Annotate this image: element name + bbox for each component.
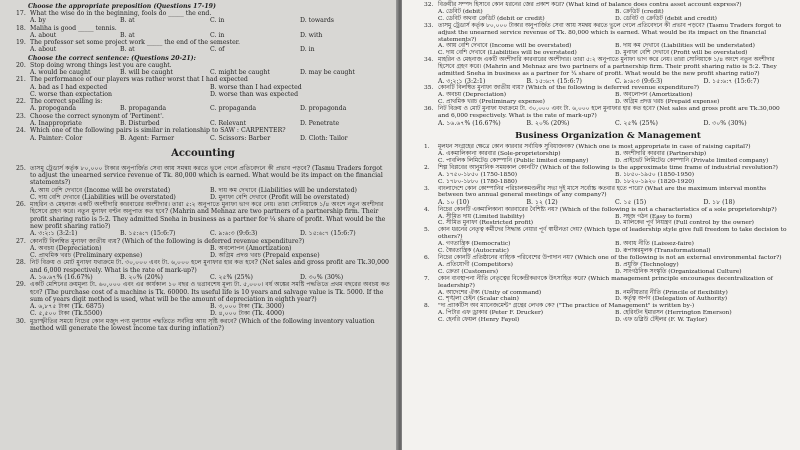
options-b4: A. সীমিত দায় (Limited liability) B. সহজ গঠন (Easy to form) C. সীমিত মুনাফা (Restricted profit) D. মালিকের পূর্ণ নিয়ন্ত্রণ (Full control by the owner) — [438, 213, 754, 227]
options-22: A. propoganda B. propaganda C. propaganda D. propagonda — [30, 105, 347, 113]
question-28: 28. নিট বিক্রয় ও মোট মুনাফা যথাক্রমে টা. ৩০,০০০ এবং টা. ৬,০০০ হলে মুনাফার হার কত হবে? (Net sales and gross profit are Tk.30,000 and 6,000 respectively. What is the rate of mark-up?) — [16, 259, 389, 274]
options-19: A. about B. at C. of D. in — [30, 46, 315, 54]
question-35: 35. কোনটি বিলম্বিত মুনাফা জাতীয় ব্যয়? (Which of the following is deferred revenue expenditure?) — [424, 85, 700, 92]
question-b7: 7. কোন ব্যবস্থাপনা নীতি নেতৃত্বের বিকেন্দ্রীকরণকে উৎসাহিত করে? (Which management principle encourages decentralization of leadership?) — [424, 275, 773, 289]
question-b4: 4. নিচের কোনটি একমালিকানা কারবারের বৈশিষ্ট্য নয়? (Which of the following is not a characteristics of a sole proprietorship?) — [424, 206, 777, 213]
options-21: A. bad as I had expected B. worse than I had expected C. worse than expectation D. worse than was expected — [30, 83, 302, 98]
question-19: 19. The professor set some project work _____ the end of the semester. — [16, 39, 240, 47]
question-36: 36. নিট বিক্রয় ও মোট মুনাফা যথাক্রমে টা. ৩০,০০০ এবং টা. ৬,০০০ হলে মুনাফার হার কত হবে? (Net sales and gross profit are Tk.30,000 and 6,000 respectively. What is the rate of mark-up?) — [424, 105, 780, 119]
options-33: A. আয় বেশি দেখাবে (Income will be overstated) B. দায় কম দেখাবে (Liabilities will be understated) C. দায় বেশি দেখাবে (Liabilities will be overstated) D. মুনাফা বেশি দেখাবে (Profit will be overstated) — [438, 43, 755, 57]
options-b6: A. প্রতিযোগী (Competitors) B. প্রযুক্তি (Technology) C. ক্রেতা (Customers) D. সাংগঠনিক সংস্কৃতি (Organizational Culture) — [438, 261, 742, 275]
question-25: 25. তাসমু ট্রেডার্স কর্তৃক ৮০,০০০ টাকার অনুপার্জিত সেবা আয় সমন্বয় করতে ভুলে গেলে প্রতিবেদনে কী প্রভাব পড়বে? (Tasmu Traders forgot to adjust the unearned service revenue of Tk. 80,000 which is earned. What would be its impact on the financial statements?) — [16, 164, 383, 187]
question-22: 22. The correct spelling is: — [16, 98, 103, 106]
question-b2: 2. শিল্প বিপ্লবের আনুমানিক সময়কাল কোনটি? (Which of the following is the approximate time frame of industrial revolution?) — [424, 164, 778, 171]
question-30: 30. মুদ্রাস্ফীতির সময়ে নিচের কোন মজুদ পণ্য মূল্যায়ন পদ্ধতিতে সর্বনিম্ন আয় সৃষ্টি করবে? (Which of the following inventory valuation method will generate the lowest income tax during inflation?) — [16, 317, 375, 332]
options-26: A. ৩:২:১ (3:2:1) B. ১৫:৬:৭ (15:6:7) C. ৯:৬:৩ (9:6:3) D. ১৫:৬:৭ (15:6:7) — [30, 230, 356, 238]
question-23: 23. Choose the correct synonym of 'Pertinent'. — [16, 112, 164, 120]
question-b3: 3. বাংলাদেশে কোন কোম্পানির পরিচালকমণ্ডলীর সভা দুই মাসে সর্বোচ্চ কতবার হতে পারে? (What are the maximum interval months between two annual general meetings of any company?) — [424, 185, 767, 199]
options-29: A. ৬,৮৭৫ টাকা (Tk. 6875) B. ৩,০০০ টাকা (Tk. 3000) C. ৫,৫০০ টাকা (Tk.5500) D. ৪,০০০ টাকা (Tk. 4000) — [30, 303, 285, 318]
question-17: 17. What the wise do in the beginning, fools do _____ the end. — [16, 10, 212, 17]
question-27: 27. কোনটি বিলম্বিত মুনাফা জাতীয় ব্যয়? (Which of the following is deferred revenue expenditure?) — [16, 237, 305, 245]
options-17: A. by B. at C. in D. towards — [30, 17, 334, 25]
options-27: A. অবচয় (Depreciation) B. অবলোপন (Amortization) C. প্রাথমিক খরচ (Preliminary expense) D. অগ্রিম প্রদত্ত খরচ (Prepaid expense) — [30, 244, 320, 260]
options-b1: A. একমালিকানা কারবার (Sole-proprietorship) B. অংশীদারি কারবার (Partnership) C. পাবলিক লিমিটেড কোম্পানি (Public limited company) D. প্রাইভেট লিমিটেড কোম্পানি (Private limited company) — [438, 151, 769, 164]
question-32: 32. বিক্রয়ীর সম্পদ হিসাবে কোন ধরনের জের প্রকাশ করে? (What kind of balance does contra asset account express?) — [424, 2, 742, 8]
section-header-correct-sentence: Choose the correct sentence: (Questions 20-21): — [28, 54, 196, 62]
question-29: 29. একটি মেশিনের ক্রয়মূল্য টা. ৬০,০০০ এবং এর কার্যকাল ১০ বছর ও ভগ্নাবশেষ মূল্য টা. ৫,০০০। বর্ষ অঙ্কের সমষ্টি পদ্ধতিতে প্রথম বছরের অবচয় কত হবে? (The purchase cost of a machine is Tk. 60000. Its useful life is 10 years and salvage value is Tk. 5000. If the sum of years digit method is used, what will be the amount of depreciation in eighth year?) — [16, 281, 390, 303]
options-b7: A. আদেশের ঐক্য (Unity of command) B. নমনীয়তার নীতি (Princile of flexibility) C. শৃঙ্খলা চেইন (Scalar chain) D. কর্তৃত্ব অর্পণ (Delegation of Authority) — [438, 289, 728, 303]
options-24: A. Painter: Color B. Agent: Farmer C. Scissors: Barber D. Cloth: Tailor — [30, 134, 348, 142]
right-page — [402, 0, 800, 450]
question-33: 33. তাসমু ট্রেডার্স কর্তৃক ৮০,০০০ টাকার অনুপার্জিত সেবা আয় সমন্বয় করতে ভুলে গেলে প্রতিবেদনে কী প্রভাব পড়বে? (Tasmu Traders forgot to adjust the unearned service revenue of Tk. 80,000 which is earned. What would be its impact on the financial statements?) — [424, 22, 782, 43]
left-page — [0, 0, 398, 450]
question-34: 34. মাহরিন ও মেহনাজ একটি অংশীদারি কারবারের অংশীদার। তারা ৫:২ অনুপাতে মুনাফা ভাগ করে নেয়। তারা সোনিয়াকে ১/৪ অংশে নতুন অংশীদার হিসেবে গ্রহণ করে। (Mahrin and Mehnaz are two partners of a partnership firm. Their profit sharing ratio is 5:2. They admitted Sneha in business as a partner for ¼ share of profit. What would be the new profit sharing ratio?) — [424, 57, 777, 78]
question-b8: 8. "দ্য প্র্যাকটিস অব ম্যানেজমেন্ট" গ্রন্থের লেখক কে? ("The practice of Management" is written by-) — [424, 303, 695, 310]
options-28: A. ১৬.৬৭% (16.67%) B. ২০% (20%) C. ২৫% (25%) D. ৩০% (30%) — [30, 273, 344, 281]
question-b5: 5. কোন ধরনের নেতৃত্ব কর্মীদের সিদ্ধান্ত নেয়ার পূর্ণ স্বাধীনতা দেয়? (Which type of leadership style give full freedom to take decision to others?) — [424, 227, 787, 241]
question-21: 21. The performance of our players was rather worst that I had expected — [16, 76, 248, 84]
options-23: A. Inappropriate B. Disturbed C. Relevant D. Penetrate — [30, 119, 340, 127]
options-b5: A. গণতান্ত্রিক (Democratic) B. অবাধ নীতি (Laissez-faire) C. স্বৈরতান্ত্রিক (Autocratic) D. রূপান্তরমূলক (Transformational) — [438, 241, 711, 255]
options-18: A. about B. at C. in D. with — [30, 31, 323, 39]
question-18: 18. Maliha is good _____ tennis. — [16, 24, 117, 32]
section-title-accounting: Accounting — [171, 147, 235, 159]
options-b2: A. ১৭৫০-১৮৫০ (1750-1850) B. ১৮৫০-১৯৫০ (1850-1950) C. ১৭৮০-১৮৮০ (1780-1880) D. ১৮২০-১৯২০ (1820-1920) — [438, 171, 695, 185]
question-b1: 1. মূলধন সংগ্রহের ক্ষেত্রে কোন কারবার সর্বাধিক সুবিধাজনক? (Which one is most appropriate in case of raising capital?) — [424, 144, 751, 151]
options-b8: A. পিটার এফ ড্রাকার (Peter F. Drucker) B. হেরিংটন ইমারসন (Herrington Emerson) C. হেনরি ফেয়ল (Henry Fayol) D. এফ ডব্লিউ টেইলর (F. W. Taylor) — [438, 310, 732, 324]
options-b3: A. ১০ (10) B. ১২ (12) C. ১৫ (15) D. ১৮ (18) — [438, 199, 735, 207]
question-20: 20. Stop doing wrong things lest you are caught. — [16, 61, 172, 69]
options-35: A. অবচয় (Depreciation) B. অবলোপন (Amortization) C. প্রাথমিক খরচ (Preliminary expense) D. অগ্রিম প্রদত্ত খরচ (Prepaid expense) — [438, 92, 720, 106]
question-26: 26. মাহরিন ও মেহনাজ একটি অংশীদারি কারবারের অংশীদার। তারা ৫:২ অনুপাতে মুনাফা ভাগ করে নেয়। তারা সোনিয়াকে ১/৪ অংশে নতুন অংশীদার হিসেবে গ্রহণ করে। নতুন মুনাফা বণ্টন অনুপাত কত হবে? (Mahrin and Mehnaz are two partners of a partnership firm. Their profit sharing ratio is 5:2. They admitted Sneha in business as a partner for ¼ share of profit. What would be the new profit sharing ratio?) — [16, 201, 386, 231]
section-header-preposition: Choose the appropriate preposition (Questions 17-19) — [28, 3, 216, 10]
options-34: A. ৩:২:১ (3:2:1) B. ১৫:৬:৭ (15:6:7) C. ৯:৬:৩ (9:6:3) D. ১৫:৬:৭ (15:6:7) — [438, 77, 760, 85]
options-36: A. ১৬.৬৭% (16.67%) B. ২০% (20%) C. ২৫% (25%) D. ৩০% (30%) — [438, 119, 747, 127]
section-title-business-organization: Business Organization & Management — [515, 131, 701, 142]
question-b6: 6. নিচের কোনটি প্রতিষ্ঠানের বাহ্যিক পরিবেশের উপাদান নয়? (Which one of the following is not an external environmental factor?) — [424, 254, 782, 261]
question-24: 24. Which one of the following pairs is similar in relationship to SAW : CARPENTER? — [16, 127, 286, 135]
options-20: A. would be caught B. will be caught C. might be caught D. may be caught — [30, 69, 355, 77]
options-25: A. আয় বেশি দেখাবে (Income will be overstated) B. দায় কম দেখাবে (Liabilities will be understated) C. দায় বেশি দেখাবে (Liabilities will be overstated) D. মুনাফা বেশি দেখাবে (Profit will be overstated) — [30, 186, 357, 201]
options-32: A. ডেবিট (debit) B. ক্রেডিট (credit) C. ডেবিট অথবা ক্রেডিট (debit or credit) D. ডেবিট ও ক্রেডিট (debit and credit) — [438, 8, 717, 22]
